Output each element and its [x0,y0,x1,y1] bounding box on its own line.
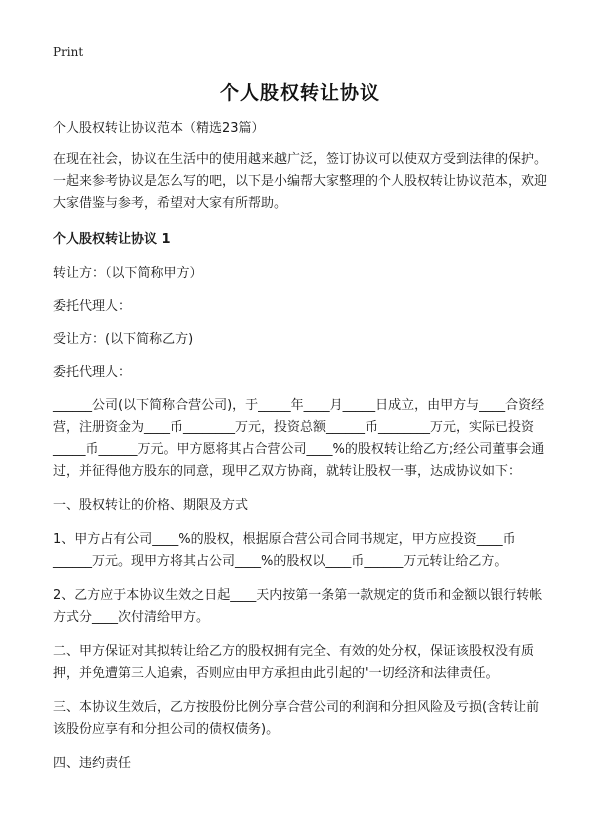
document-subtitle: 个人股权转让协议范本（精选23篇） [53,121,265,136]
print-link[interactable]: Print [53,45,84,59]
clause-paragraph: 二、甲方保证对其拟转让给乙方的股权拥有完全、有效的处分权，保证该股权没有质押，并免遭第三人追索，否则应由甲方承担由此引起的'一切经济和法律责任。 [53,644,535,681]
transferee-field: 受让方：(以下简称乙方) [53,332,194,347]
clause-heading: 一、股权转让的价格、期限及方式 [53,498,249,513]
preamble-paragraph: ______公司(以下简称合营公司)，于_____年____月_____日成立，由甲方与____合资经营，注册资金为____币________万元，投资总额______币________万元，实际已投资_____币______万元。甲方愿将其占合营公司____%的股权转让给乙方;经公司董事会通过，并征得他方股东的同意，现甲乙双方协商，就转让股权一事，达成协议如下： [53,398,545,479]
clause-heading: 四、违约责任 [53,756,132,771]
clause-item: 1、甲方占有公司____%的股权，根据原合营公司合同书规定，甲方应投资____币______万元。现甲方将其占公司____%的股权以____币______万元转让给乙方。 [53,532,516,569]
transferor-agent-field: 委托代理人： [53,299,132,314]
transferee-agent-field: 委托代理人： [53,365,132,380]
clause-item: 2、乙方应于本协议生效之日起____天内按第一条第一款规定的货币和金额以银行转帐方式分____次付清给甲方。 [53,588,543,625]
intro-paragraph: 在现在社会，协议在生活中的使用越来越广泛，签订协议可以使双方受到法律的保护。一起来参考协议是怎么写的吧，以下是小编帮大家整理的个人股权转让协议范本，欢迎大家借鉴与参考，希望对大家有所帮助。 [53,152,548,211]
section-heading: 个人股权转让协议 1 [53,232,171,247]
transferor-field: 转让方：（以下简称甲方） [53,266,203,281]
document-body [53,118,550,787]
clause-paragraph: 三、本协议生效后，乙方按股份比例分享合营公司的利润和分担风险及亏损(含转让前该股份应享有和分担公司的债权债务)。 [53,700,540,737]
document-title: 个人股权转让协议 [219,82,380,104]
